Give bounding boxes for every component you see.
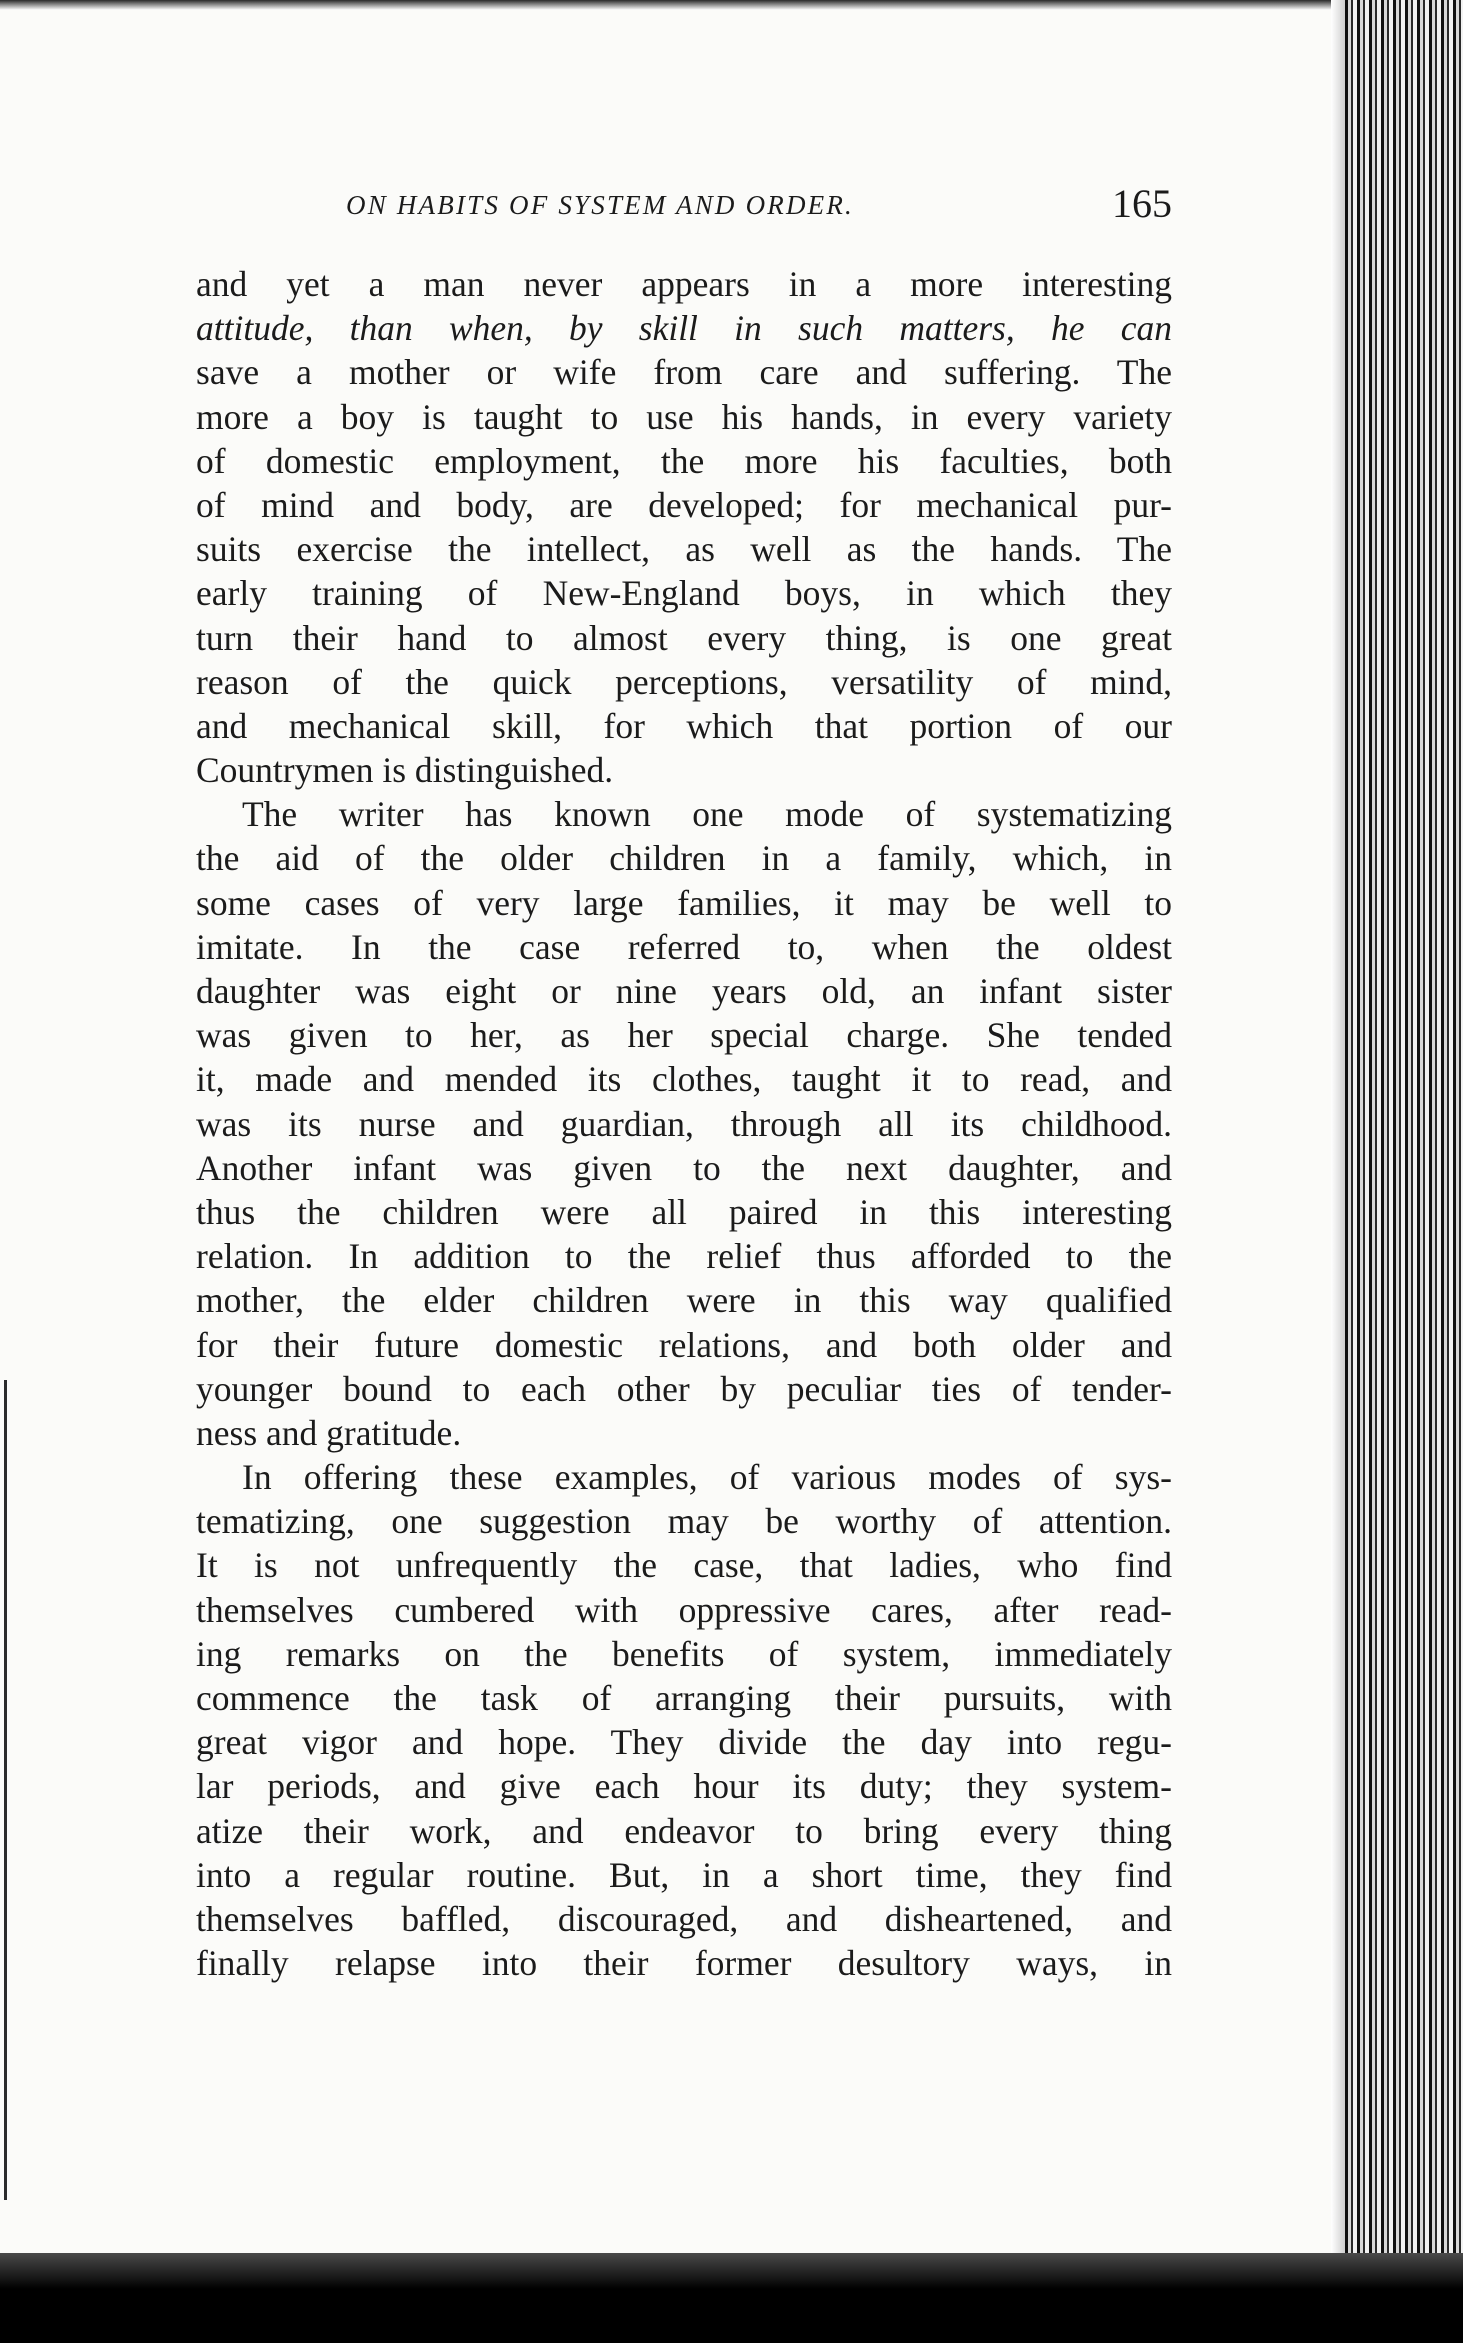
running-head — [196, 180, 1172, 230]
text-line: of mind and body, are developed; for mechanical pur- — [196, 484, 1172, 525]
text-line: The writer has known one mode of systematizing — [242, 794, 1172, 835]
text-line: finally relapse into their former desultory ways, in — [196, 1943, 1172, 1984]
text-line: thus the children were all paired in this interesting — [196, 1191, 1172, 1232]
text-line: daughter was eight or nine years old, an infant sister — [196, 971, 1172, 1011]
text-line: was its nurse and guardian, through all its childhood. — [196, 1103, 1172, 1144]
text-line: and mechanical skill, for which that portion of our — [196, 705, 1172, 746]
text-line: into a regular routine. But, in a short time, they find — [196, 1854, 1172, 1895]
text-line: Countrymen is distinguished. — [196, 750, 614, 791]
text-line: save a mother or wife from care and suffering. The — [196, 352, 1172, 393]
text-line: more a boy is taught to use his hands, in every variety — [196, 396, 1172, 437]
text-line: it, made and mended its clothes, taught it to read, and — [196, 1059, 1172, 1100]
text-line: relation. In addition to the relief thus afforded to the — [196, 1236, 1172, 1277]
text-line: for their future domestic relations, and both older and — [196, 1324, 1172, 1365]
text-line: some cases of very large families, it may be well to — [196, 882, 1172, 923]
text-line: imitate. In the case referred to, when the oldest — [196, 926, 1172, 967]
text-line: reason of the quick perceptions, versatility of mind, — [196, 661, 1172, 702]
text-line: was given to her, as her special charge. She tended — [196, 1015, 1172, 1056]
text-line: ing remarks on the benefits of system, immediately — [196, 1633, 1172, 1674]
text-line: It is not unfrequently the case, that ladies, who find — [196, 1545, 1172, 1586]
page-top-edge — [0, 0, 1360, 10]
text-line: ness and gratitude. — [196, 1412, 462, 1453]
text-line: turn their hand to almost every thing, is one great — [196, 617, 1172, 658]
text-line: attitude, than when, by skill in such matters, he can — [196, 308, 1172, 349]
text-line: and yet a man never appears in a more interesting — [196, 264, 1172, 304]
text-line: early training of New-England boys, in which they — [196, 573, 1172, 614]
text-line: atize their work, and endeavor to bring every thing — [196, 1810, 1172, 1851]
text-line: tematizing, one suggestion may be worthy of attention. — [196, 1501, 1172, 1542]
text-line: of domestic employment, the more his faculties, both — [196, 440, 1172, 481]
text-line: great vigor and hope. They divide the day into regu- — [196, 1722, 1172, 1763]
text-line: mother, the elder children were in this way qualified — [196, 1280, 1172, 1321]
text-line: younger bound to each other by peculiar ties of tender- — [196, 1368, 1172, 1409]
text-line: commence the task of arranging their pursuits, with — [196, 1678, 1172, 1718]
page-gutter-shadow — [1331, 0, 1345, 2343]
page-bottom-edge — [0, 2253, 1463, 2343]
text-line: Another infant was given to the next daughter, and — [196, 1147, 1172, 1188]
text-line: the aid of the older children in a family, which, in — [196, 838, 1172, 879]
book-edge — [1345, 0, 1463, 2343]
page-number: 165 — [1112, 181, 1172, 226]
page-left-edge-mark — [4, 1380, 7, 2200]
text-line: suits exercise the intellect, as well as the hands. The — [196, 529, 1172, 570]
text-line: themselves cumbered with oppressive cares, after read- — [196, 1589, 1172, 1630]
text-line: themselves baffled, discouraged, and disheartened, and — [196, 1898, 1172, 1939]
text-line: lar periods, and give each hour its duty; they system- — [196, 1766, 1172, 1807]
body-text — [196, 262, 1172, 1985]
text-line: In offering these examples, of various modes of sys- — [242, 1457, 1172, 1498]
running-head-title: ON HABITS OF SYSTEM AND ORDER. — [346, 190, 854, 220]
